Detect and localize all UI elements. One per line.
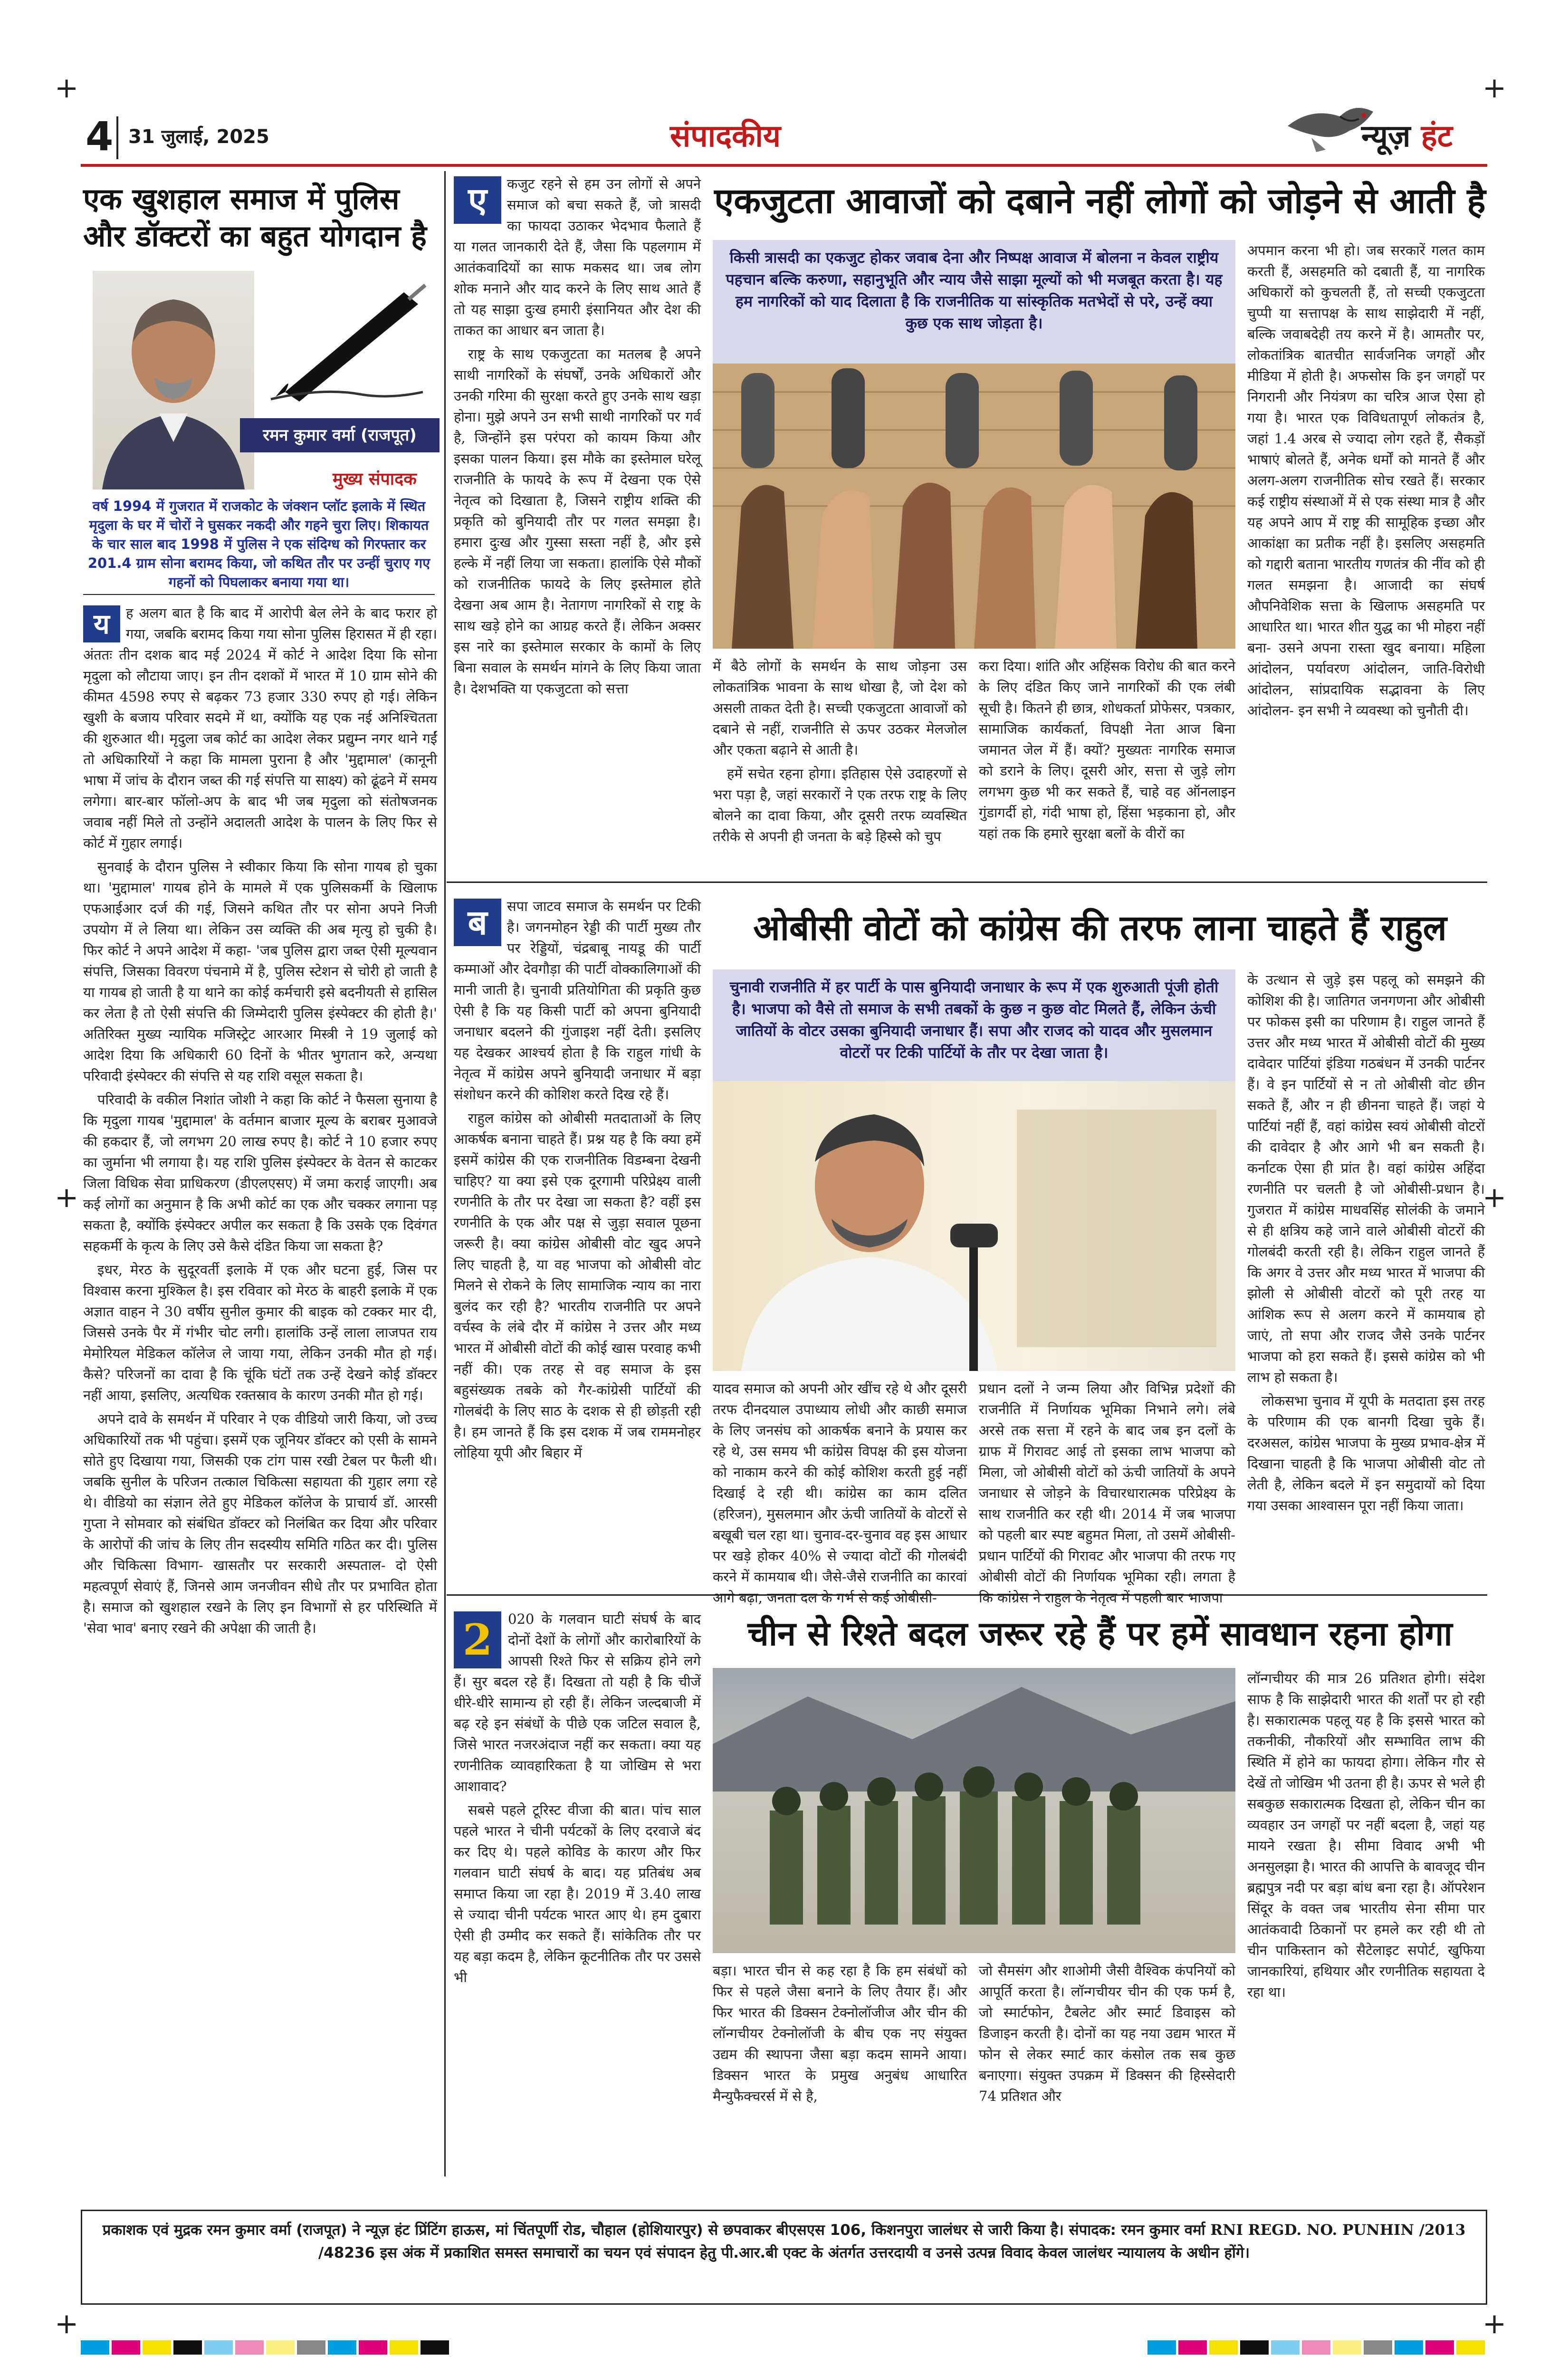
paragraph: के उत्थान से जुड़े इस पहलू को समझने की कोशिश की है। जातिगत जनगणना और ओबीसी पर फोकस इसी का परिणाम है। राहुल जानते हैं उत्तर और मध्य भारत में ओबीसी वोटों की मुख्य दावेदार पार्टियां इंडिया गठबंधन में उनकी पार्टनर हैं। वे इन पार्टियों से न तो ओबीसी वोट छीन सकते हैं, और न ही छीनना चाहते हैं। जहां ये पार्टियां नहीं हैं, वहां कांग्रेस स्वयं ओबीसी वोटरों की दावेदार है और आगे भी बन सकती है। कर्नाटक ऐसा ही प्रांत है। वहां कांग्रेस अहिंदा रणनीति पर चलती है जो ओबीसी-प्रधान है। गुजरात में कांग्रेस माधवसिंह सोलंकी के जमाने से ही क्षत्रिय कहे जाने वाले ओबीसी वोटरों की गोलबंदी करती रही है। लेकिन राहुल जानते हैं कि अगर वे उत्तर और मध्य भारत में भाजपा की झोली से ओबीसी वोटरों को पूरी तरह या आंशिक रूप से अलग करने में कामयाब हो जाएं, तो सपा और राजद जैसे उनके पार्टनर भाजपा को हरा सकते हैं। इससे कांग्रेस को भी लाभ हो सकता है। (1247, 972, 1485, 1385)
paragraph: 020 के गलवान घाटी संघर्ष के बाद दोनों देशों के लोगों और कारोबारियों के आपसी रिश्ते फिर से सक्रिय होने लगे हैं। सुर बदल रहे हैं। दिखता तो यही है कि चीजें धीरे-धीरे सामान्य हो रही हैं। लेकिन जल्दबाजी में बढ़ रहे इन संबंधों के पीछे एक जटिल सवाल है, जिसे भारत नजरअंदाज नहीं कर सकता। क्या यह रणनीतिक व्यावहारिकता है या जोखिम से भरा आशावाद? (454, 1611, 701, 1794)
paragraph: राष्ट्र के साथ एकजुटता का मतलब है अपने साथी नागरिकों के संघर्षों, उनके अधिकारों और उनकी गरिमा की सुरक्षा करते हुए उनके साथ खड़ा होना। मुझे अपने उन सभी साथी नागरिकों पर गर्व है, जिन्होंने इस परंपरा को कायम किया और इसका पालन किया। इस मौके का इस्तेमाल घरेलू राजनीति के फायदे के रूप में देखना एक ऐसे नेतृत्व को दिखाता है, जिसने राष्ट्रीय शक्ति की प्रकृति को बुनियादी तौर पर गलत समझा है। हमारा दुःख और गुस्सा सस्ता नहीं है, और इसे हल्के में नहीं लिया जा सकता। हालांकि ऐसे मौकों को राजनीतिक फायदे के लिए इस्तेमाल होते देखना अब आम है। नेतागण नागरिकों से राष्ट्र के साथ खड़े होने का आग्रह करते हैं। लेकिन अक्सर इस नारे का इस्तेमाल सरकार के कामों के लिए बिना सवाल के समर्थन मांगने के लिए किया जाता है। देशभक्ति या एकजुटता को सत्ता (454, 346, 701, 697)
paragraph: अपने दावे के समर्थन में परिवार ने एक वीडियो जारी किया, जो उच्च अधिकारियों तक भी पहुंचा। इसमें एक जूनियर डॉक्टर को एसी के सामने सोते हुए दिखाया गया, जिसकी एक टांग पास रखी टेबल पर फैली थी। जबकि सुनील के परिजन तत्काल चिकित्सा सहायता की गुहार लगा रहे थे। वीडियो का संज्ञान लेते हुए मेडिकल कॉलेज के प्राचार्य डॉ. आरसी गुप्ता ने सोमवार को संबंधित डॉक्टर को निलंबित कर दिया और परिवार के आरोपों की जांच के लिए तीन सदस्यीय समिति गठित कर दी। पुलिस और चिकित्सा विभाग- खासतौर पर सरकारी अस्पताल- दो ऐसी महत्वपूर्ण सेवाएं हैं, जिनसे आम जनजीवन सीधे तौर पर प्रभावित होता है। समाज को खुशहाल रखने के लिए इन विभागों से हर परिस्थिति में 'सेवा भाव' बनाए रखने की अपेक्षा की जाती है। (83, 1411, 437, 1636)
registration-mark: + (55, 2307, 79, 2340)
page-number: 4 (86, 113, 114, 160)
author-name: रमन कुमार वर्मा (राजपूत) (240, 418, 440, 452)
logo-text-1: न्यूज़ (1361, 119, 1411, 154)
paragraph: सपा जाटव समाज के समर्थन पर टिकी है। जगनमोहन रेड्डी की पार्टी मुख्य तौर पर रेड्डियों, चंद्रबाबू नायडू की पार्टी कम्माओं और देवगौड़ा की पार्टी वोक्कालिगाओं की मानी जाती है। चुनावी प्रतियोगिता की प्रकृति कुछ ऐसी है कि यह किसी पार्टी को अपना बुनियादी जनाधार बदलने की गुंजाइश नहीं देती। इसलिए यह देखकर आश्चर्य होता है कि राहुल गांधी के नेतृत्व में कांग्रेस अपने बुनियादी जनाधार में बड़ा संशोधन करने की कोशिश करते दिख रहे हैं। (454, 898, 701, 1102)
author-role: मुख्य संपादक (333, 469, 417, 489)
article2-photo-speaker (713, 1081, 1235, 1371)
article1-callout: किसी त्रासदी का एकजुट होकर जवाब देना और निष्पक्ष आवाज में बोलना न केवल राष्ट्रीय पहचान बल्कि करुणा, सहानुभूति और न्याय जैसे साझा मूल्यों को भी मजबूत करता है। यह हम नागरिकों को याद दिलाता है कि राजनीतिक या सांस्कृतिक मतभेदों से परे, उन्हें क्या कुछ एक साथ जोड़ता है। (713, 240, 1235, 364)
article3-col3 (979, 1960, 1235, 2203)
article-divider (447, 881, 1487, 883)
logo-text (1361, 114, 1453, 155)
paragraph: अपमान करना भी हो। जब सरकारें गलत काम करती हैं, असहमति को दबाती हैं, या नागरिक अधिकारों को कुचलती हैं, तो सच्ची एकजुटता चुप्पी या सत्तापक्ष के साथ साझेदारी में नहीं, बल्कि जवाबदेही तय करने में है। आमतौर पर, लोकतांत्रिक बातचीत सार्वजनिक जगहों और मीडिया में होती है। अफसोस कि इन जगहों पर निगरानी और नियंत्रण का चरित्र आज ऐसा हो गया है। भारत एक विविधतापूर्ण लोकतंत्र है, जहां 1.4 अरब से ज्यादा लोग रहते हैं, सैकड़ों भाषाएं बोलते हैं, अनेक धर्मों को मानते हैं और अलग-अलग राजनीतिक सोच रखते हैं। सरकार कई राष्ट्रीय संस्थाओं में से एक संस्था मात्र है और यह अपने आप में राष्ट्र की सामूहिक इच्छा और आकांक्षा का प्रतीक नहीं है। इसलिए असहमति को गद्दारी बताना भारतीय गणतंत्र की नींव को ही गलत समझना है। आजादी का संघर्ष औपनिवेशिक सत्ता के खिलाफ असहमति पर आधारित था। भारत शीत युद्ध का भी मोहरा नहीं बना- उसने अपना रास्ता खुद बनाया। महिला आंदोलन, पर्यावरण आंदोलन, जाति-विरोधी आंदोलन, सांप्रदायिक सद्भावना के लिए आंदोलन- इन सभी ने व्यवस्था को चुनौती दी। (1247, 242, 1485, 719)
paragraph: बड़ा। भारत चीन से कह रहा है कि हम संबंधों को फिर से पहले जैसा बनाने के लिए तैयार हैं। और फिर भारत की डिक्सन टेक्नोलॉजीज और चीन की लॉन्गचीयर टेक्नोलॉजी के बीच एक नए संयुक्त उद्यम की स्थापना जैसा बड़ा कदम सामने आया। डिक्सन भारत के प्रमुख अनुबंध आधारित मैन्युफैक्चरर्स में से है, (713, 1963, 967, 2104)
article2-headline: ओबीसी वोटों को कांग्रेस की तरफ लाना चाहते हैं राहुल (753, 908, 1447, 948)
header-divider (116, 116, 118, 159)
article3-col2 (713, 1960, 967, 2203)
article1-col4 (1247, 240, 1485, 879)
registration-mark: + (1482, 71, 1507, 105)
registration-mark: + (1482, 1181, 1507, 1214)
registration-mark: + (55, 1181, 79, 1214)
imprint-line-1: प्रकाशक एवं मुद्रक रमन कुमार वर्मा (राजपूत) ने न्यूज़ हंट प्रिंटिंग हाऊस, मां चिंतपूर्णी रोड, चौहाल (होशियारपुर) से छपवाकर बीएसएस 106, किशनपुरा जालंधर से जारी किया है। संपादक: रमन कुमार वर्मा (102, 2222, 1205, 2239)
article1-headline: एकजुटता आवाजों को दबाने नहीं लोगों को जोड़ने से आती है (714, 181, 1486, 221)
paragraph: सुनवाई के दौरान पुलिस ने स्वीकार किया कि सोना गायब हो चुका था। 'मुद्दामाल' गायब होने के मामले में एक पुलिसकर्मी के खिलाफ एफआईआर दर्ज की गई, जिसने कथित तौर पर सोना अपने निजी उपयोग में ले लिया था। लेकिन उस व्यक्ति की अब मृत्यु हो चुकी है। फिर कोर्ट ने अपने आदेश में कहा- 'जब पुलिस द्वारा जब्त ऐसी मूल्यवान संपत्ति, जिसका विवरण पंचनामे में है, पुलिस स्टेशन से चोरी हो जाती है या गायब हो जाती है या थाने का कोई कर्मचारी इसे बदनीयती से हासिल कर लेता है तो ऐसी संपत्ति की जिम्मेदारी पुलिस इंस्पेक्टर की होती है।' अतिरिक्त मुख्य न्यायिक मजिस्ट्रेट आरआर मिस्त्री ने 19 जुलाई को आदेश दिया कि अधिकारी 60 दिनों के भीतर भुगतान करे, अन्यथा परिवादी इंस्पेक्टर की संपत्ति से यह राशि वसूल सकता है। (83, 859, 437, 1084)
paragraph: परिवादी के वकील निशांत जोशी ने कहा कि कोर्ट ने फैसला सुनाया है कि मृदुला गायब 'मुद्दामाल' के वर्तमान बाजार मूल्य के बराबर मुआवजे की हकदार हैं, जो लगभग 20 लाख रुपए है। कोर्ट ने 10 हजार रुपए का जुर्माना भी लगाया है। यह राशि पुलिस इंस्पेक्टर के वेतन से काटकर जिला विधिक सेवा प्राधिकरण (डीएलएसए) में जमा कराई जाएगी। अब कई लोगों का अनुमान है कि अभी कोर्ट का एक और चक्कर लगाना पड़ सकता है, क्योंकि इंस्पेक्टर अपील कर सकता है कि उसके एक दिवंगत सहकर्मी के कृत्य के लिए उसे कैसे दंडित किया जा सकता है? (83, 1092, 437, 1254)
fountain-pen-icon (266, 278, 432, 402)
article3-col1 (454, 1609, 701, 2203)
article2-col1 (454, 896, 701, 1592)
column-divider (444, 171, 446, 2176)
article3-col4 (1247, 1668, 1485, 2203)
paragraph: में बैठे लोगों के समर्थन के साथ जोड़ना उस लोकतांत्रिक भावना के साथ धोखा है, जो देश को असली ताकत देती है। सच्ची एकजुटता आवाजों को दबाने से नहीं, राजनीति से ऊपर उठकर मेलजोल और एकता बढ़ाने से आती है। (713, 658, 967, 758)
dropcap: ए (454, 176, 501, 224)
paragraph: जो सैमसंग और शाओमी जैसी वैश्विक कंपनियों को आपूर्ति करता है। लॉन्गचीयर चीन की एक फर्म है, जो स्मार्टफोन, टैबलेट और स्मार्ट डिवाइस को डिजाइन करती है। दोनों का यह नया उद्यम भारत में फोन से लेकर स्मार्ट कार कंसोल तक सब कुछ बनाएगा। संयुक्त उपक्रम में डिक्सन की हिस्सेदारी 74 प्रतिशत और (979, 1963, 1235, 2104)
left-intro: वर्ष 1994 में गुजरात में राजकोट के जंक्शन प्लॉट इलाके में स्थित मृदुला के घर में चोरों ने घुसकर नकदी और गहने चुरा लिए। शिकायत के चार साल बाद 1998 में पुलिस ने एक संदिग्ध को गिरफ्तार कर 201.4 ग्राम सोना बरामद किया, जो कथित तौर पर उन्हीं चुराए गए गहनों को पिघलाकर बनाया गया था। (87, 498, 430, 590)
paragraph: इधर, मेरठ के सुदूरवर्ती इलाके में एक और घटना हुई, जिस पर विश्वास करना मुश्किल है। इस रविवार को मेरठ के बाहरी इलाके में एक अज्ञात वाहन ने 30 वर्षीय सुनील कुमार की बाइक को टक्कर मार दी, जिससे उनके पैर में गंभीर चोट लगी। हालांकि उन्हें लाला लाजपत राय मेमोरियल मेडिकल कॉलेज ले जाया गया, लेकिन उनकी मौत हो गई। कैसे? परिजनों का दावा है कि चूंकि घंटों तक उन्हें देखने कोई डॉक्टर नहीं आया, इसलिए, अत्यधिक रक्तस्राव के कारण उनकी मौत हो गई। (83, 1262, 437, 1403)
registration-mark: + (1482, 2307, 1507, 2340)
paragraph: लोकसभा चुनाव में यूपी के मतदाता इस तरह के परिणाम की एक बानगी दिखा चुके हैं। दरअसल, कांग्रेस भाजपा के मुख्य प्रभाव-क्षेत्र में दिखाना चाहती है कि भाजपा ओबीसी वोट तो लेती है, लेकिन बदले में इन समुदायों को दिया गया उसका आश्वासन पूरा नहीं किया जाता। (1247, 1393, 1485, 1514)
paragraph: करा दिया। शांति और अहिंसक विरोध की बात करने के लिए दंडित किए जाने नागरिकों की एक लंबी सूची है। कितने ही छात्र, शोधकर्ता प्रोफेसर, पत्रकार, सामाजिक कार्यकर्ता, विपक्षी नेता आज बिना जमानत जेल में हैं। क्यों? मुख्यतः नागरिक समाज को डराने के लिए। दूसरी ओर, सत्ता से जुड़े लोग लगभग कुछ भी कर सकते हैं, चाहे वह ऑनलाइन गुंडागर्दी हो, गंदी भाषा हो, हिंसा भड़काना हो, और यहां तक कि हमारे सुरक्षा बलों के वीरों का (979, 658, 1235, 842)
article2-col2 (713, 1378, 967, 1606)
dropcap: य (83, 605, 120, 642)
rni-registration: RNI REGD. NO. PUNHIN /2013 (1210, 2222, 1466, 2239)
imprint-line-2: /48236 इस अंक में प्रकाशित समस्त समाचारों का चयन एवं संपादन हेतु पी.आर.बी एक्ट के अंतर्गत उत्तरदायी व उनसे उत्पन्न विवाद केवल जालंधर न्यायालय के अधीन होंगे। (318, 2244, 1250, 2261)
header-rule (81, 164, 1487, 167)
left-article-body (83, 603, 437, 2185)
dropcap: 2 (454, 1611, 501, 1668)
intro-divider (83, 594, 435, 595)
article3-photo-soldiers (713, 1668, 1235, 1953)
article1-col3 (979, 656, 1235, 879)
section-title: संपादकीय (670, 119, 781, 154)
color-registration-bar (870, 2340, 1487, 2355)
registration-mark: + (55, 71, 79, 105)
paragraph: कजुट रहने से हम उन लोगों से अपने समाज को बचा सकते हैं, जो त्रासदी का फायदा उठाकर भेदभाव फैलाते हैं या गलत जानकारी देते हैं, जैसा कि पहलगाम में आतंकवादियों का साफ मकसद था। जब लोग शोक मनाने और याद करने के लिए साथ आते हैं तो यह साझा दुःख हमारी इंसानियत और देश की ताकत का आधार बन जाता है। (454, 176, 701, 338)
color-registration-bar (81, 2340, 698, 2355)
paragraph: हमें सचेत रहना होगा। इतिहास ऐसे उदाहरणों से भरा पड़ा है, जहां सरकारों ने एक तरफ राष्ट्र के लिए बोलने का दावा किया, और दूसरी तरफ व्यवस्थित तरीके से अपनी ही जनता के बड़े हिस्से को चुप (713, 766, 967, 844)
article1-col1 (454, 173, 701, 879)
article2-col4 (1247, 969, 1485, 1592)
imprint-footer (81, 2210, 1487, 2305)
article-divider (447, 1594, 1487, 1596)
paragraph: प्रधान दलों ने जन्म लिया और विभिन्न प्रदेशों की राजनीति में निर्णायक भूमिका निभाने लगे। लंबे अरसे तक सत्ता में रहने के बाद जब इन दलों के ग्राफ में गिरावट आई तो इसका लाभ भाजपा को मिला, जो ओबीसी वोटों को ऊंची जातियों के अपने जनाधार से जोड़ने के विचारधारात्मक परिप्रेक्ष्य के साथ राजनीति कर रही थी। 2014 में जब भाजपा को पहली बार स्पष्ट बहुमत मिला, तो उसमें ओबीसी-प्रधान पार्टियों की गिरावट और भाजपा की तरफ गए ओबीसी वोटों की निर्णायक भूमिका रही। लगता है कि कांग्रेस ने राहुल के नेतृत्व में पहली बार भाजपा (979, 1380, 1235, 1606)
paragraph: लॉन्गचीयर की मात्र 26 प्रतिशत होगी। संदेश साफ है कि साझेदारी भारत की शर्तों पर हो रही है। सकारात्मक पहलू यह है कि इससे भारत को तकनीकी, नौकरियों और सम्भावित लाभ की स्थिति में होने का फायदा होगा। लेकिन गौर से देखें तो जोखिम भी उतना ही है। ऊपर से भले ही सबकुछ सकारात्मक दिखता हो, लेकिन चीन का व्यवहार उन जगहों पर नहीं बदला है, जहां यह मायने रखता है। सीमा विवाद अभी भी अनसुलझा है। भारत की आपत्ति के बावजूद चीन ब्रह्मपुत्र नदी पर बड़ा बांध बना रहा है। ऑपरेशन सिंदूर के वक्त जब भारतीय सेना सीमा पार आतंकवादी ठिकानों पर हमले कर रही थी तो चीन पाकिस्तान को सैटेलाइट सपोर्ट, खुफिया जानकारियां, हथियार और रणनीतिक सहायता दे रहा था। (1247, 1670, 1485, 2000)
dropcap: ब (454, 899, 501, 946)
paragraph: सबसे पहले टूरिस्ट वीजा की बात। पांच साल पहले भारत ने चीनी पर्यटकों के लिए दरवाजे बंद कर दिए थे। पहले कोविड के कारण और फिर गलवान घाटी संघर्ष के बाद। यह प्रतिबंध अब समाप्त किया जा रहा है। 2019 में 3.40 लाख से ज्यादा चीनी पर्यटक भारत आए थे। हम दुबारा ऐसी ही उम्मीद कर सकते हैं। सांकेतिक तौर पर यह बड़ा कदम है, लेकिन कूटनीतिक तौर पर उससे भी (454, 1802, 701, 1985)
article1-col2 (713, 656, 967, 879)
article3-headline: चीन से रिश्ते बदल जरूर रहे हैं पर हमें सावधान रहना होगा (747, 1614, 1453, 1653)
article2-callout: चुनावी राजनीति में हर पार्टी के पास बुनियादी जनाधार के रूप में एक शुरुआती पूंजी होती है। भाजपा को वैसे तो समाज के सभी तबकों के कुछ न कुछ वोट मिलते हैं, लेकिन ऊंची जातियों के वोटर उसका बुनियादी जनाधार हैं। सपा और राजद को यादव और मुसलमान वोटरों पर टिकी पार्टियों के तौर पर देखा जाता है। (713, 969, 1235, 1081)
issue-date: 31 जुलाई, 2025 (128, 126, 269, 148)
author-photo (93, 271, 254, 489)
left-headline: एक खुशहाल समाज में पुलिस और डॉक्टरों का बहुत योगदान है (83, 182, 427, 253)
paragraph: राहुल कांग्रेस को ओबीसी मतदाताओं के लिए आकर्षक बनाना चाहते हैं। प्रश्न यह है कि क्या हमें इसमें कांग्रेस की एक राजनीतिक विडम्बना देखनी चाहिए? या क्या इसे एक दूरगामी परिप्रेक्ष्य वाली रणनीति के तौर पर देखा जा सकता है? वहीं इस रणनीति के एक और पक्ष से जुड़ा सवाल पूछना जरूरी है। क्या कांग्रेस ओबीसी वोट खुद अपने लिए चाहती है, या वह भाजपा को ओबीसी वोट मिलने से रोकने के लिए सामाजिक न्याय का नारा बुलंद कर रही है? भारतीय राजनीति पर अपने वर्चस्व के लंबे दौर में कांग्रेस ने उत्तर और मध्य भारत में ओबीसी वोटों की कोई खास परवाह कभी नहीं की। एक तरह से वह समाज के इस बहुसंख्यक तबके को गैर-कांग्रेसी पार्टियों की गोलबंदी के लिए साठ के दशक से ही छोड़ती रही है। हम जानते हैं कि इस दशक में जब राममनोहर लोहिया यूपी और बिहार में (454, 1110, 701, 1461)
paragraph: यादव समाज को अपनी ओर खींच रहे थे और दूसरी तरफ दीनदयाल उपाध्याय लोधी और काछी समाज के लिए जनसंघ को आकर्षक बनाने के प्रयास कर रहे थे, उस समय भी कांग्रेस विपक्ष की इस योजना को नाकाम करने की कोई कोशिश करती हुई नहीं दिखाई दे रही थी। कांग्रेस का काम दलित (हरिजन), मुसलमान और ऊंची जातियों के वोटरों से बखूबी चल रहा था। चुनाव-दर-चुनाव वह इस आधार पर खड़े होकर 40% से ज्यादा वोटों की गोलबंदी करने में कामयाब थी। जैसे-जैसे राजनीति का कारवां आगे बढ़ा, जनता दल के गर्भ से कई ओबीसी- (713, 1380, 967, 1606)
paragraph: ह अलग बात है कि बाद में आरोपी बेल लेने के बाद फरार हो गया, जबकि बरामद किया गया सोना पुलिस हिरासत में ही रहा। अंततः तीन दशक बाद मई 2024 में कोर्ट ने आदेश दिया कि सोना मृदुला को लौटाया जाए। इन तीन दशकों में भारत में 10 ग्राम सोने की कीमत 4598 रुपए से बढ़कर 73 हजार 330 रुपए हो गई। लेकिन खुशी के बजाय परिवार सदमे में था, क्योंकि यह एक नई अनिश्चितता की शुरुआत थी। मृदुला जब कोर्ट का आदेश लेकर प्रद्युम्न नगर थाने गईं तो अधिकारियों ने कहा कि मामला पुराना है और 'मुद्दामाल' (कानूनी भाषा में जांच के दौरान जब्त की गई संपत्ति या साक्ष्य) को ढूंढने में समय लगेगा। बार-बार फॉलो-अप के बाद भी जब मृदुला को संतोषजनक जवाब नहीं मिले तो उन्होंने अदालती आदेश के पालन के लिए फिर से कोर्ट में गुहार लगाई। (83, 605, 437, 851)
logo-text-2: हंट (1421, 119, 1453, 154)
article1-photo-protest-fists (713, 364, 1235, 649)
article2-col3 (979, 1378, 1235, 1606)
